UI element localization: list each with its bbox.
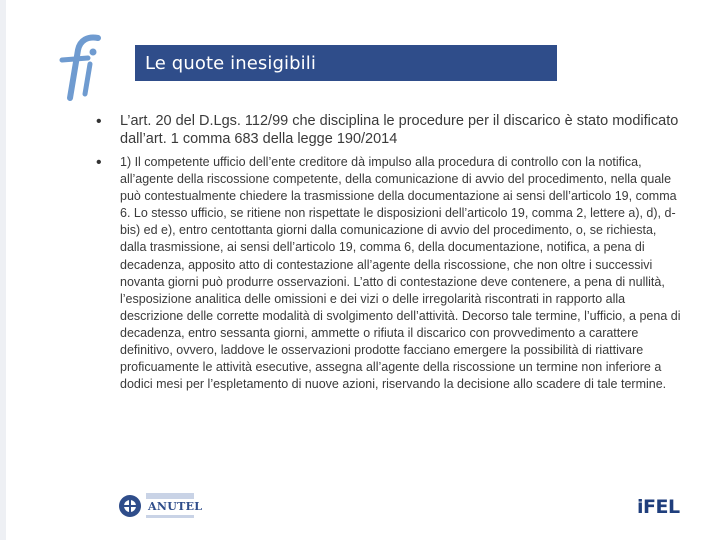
content-area	[96, 112, 686, 392]
title-bar	[135, 45, 557, 81]
bullet-glyph: •	[96, 154, 102, 171]
anutel-logo-text: ANUTEL	[148, 500, 203, 513]
left-edge-stripe	[0, 0, 6, 540]
fi-logo-icon	[40, 28, 110, 103]
bullet-item	[96, 112, 686, 148]
slide-title: Le quote inesigibili	[145, 52, 316, 74]
bullet-glyph: •	[96, 113, 102, 130]
ifel-logo-text: iFEL	[637, 496, 680, 518]
bullet-text: L’art. 20 del D.Lgs. 112/99 che disciplina le procedure per il discarico è stato modificato dall’art. 1 comma 683 della legge 190/2014	[120, 113, 679, 147]
bullet-item	[96, 154, 686, 393]
bullet-text: 1) Il competente ufficio dell’ente creditore dà impulso alla procedura di controllo con la notifica, all’agente della riscossione competente, della comunicazione di avvio del procedimento, nella quale può contestualmente chiedere la trasmissione della documentazione ai sensi dell’articolo 19, comma 6. Lo stesso ufficio, se ritiene non rispettate le disposizioni dell’articolo 19, comma 2, lettere a), d), d-bis) ed e), entro centottanta giorni dalla comunicazione di avvio del procedimento, o, se richiesta, dalla trasmissione, ai sensi dell’articolo 19, comma 6, della documentazione, notifica, a pena di decadenza, apposito atto di contestazione all’agente della riscossione, che non oltre i successivi novanta giorni può produrre osservazioni. L’atto di contestazione deve contenere, a pena di nullità, l’esposizione analitica delle omissioni e dei vizi o delle irregolarità riscontrati in rapporto alla descrizione delle corrette modalità di svolgimento dell’attività. Decorso tale termine, l’ufficio, a pena di decadenza, entro sessanta giorni, ammette o rifiuta il discarico con provvedimento a carattere definitivo, ovvero, laddove le osservazioni prodotte facciano emergere la possibilità di riattivare proficuamente le attività esecutive, assegna all’agente della riscossione un termine non inferiore a dodici mesi per l’espletamento di nuove azioni, riservando la decisione allo scadere di tale termine.	[120, 155, 681, 392]
